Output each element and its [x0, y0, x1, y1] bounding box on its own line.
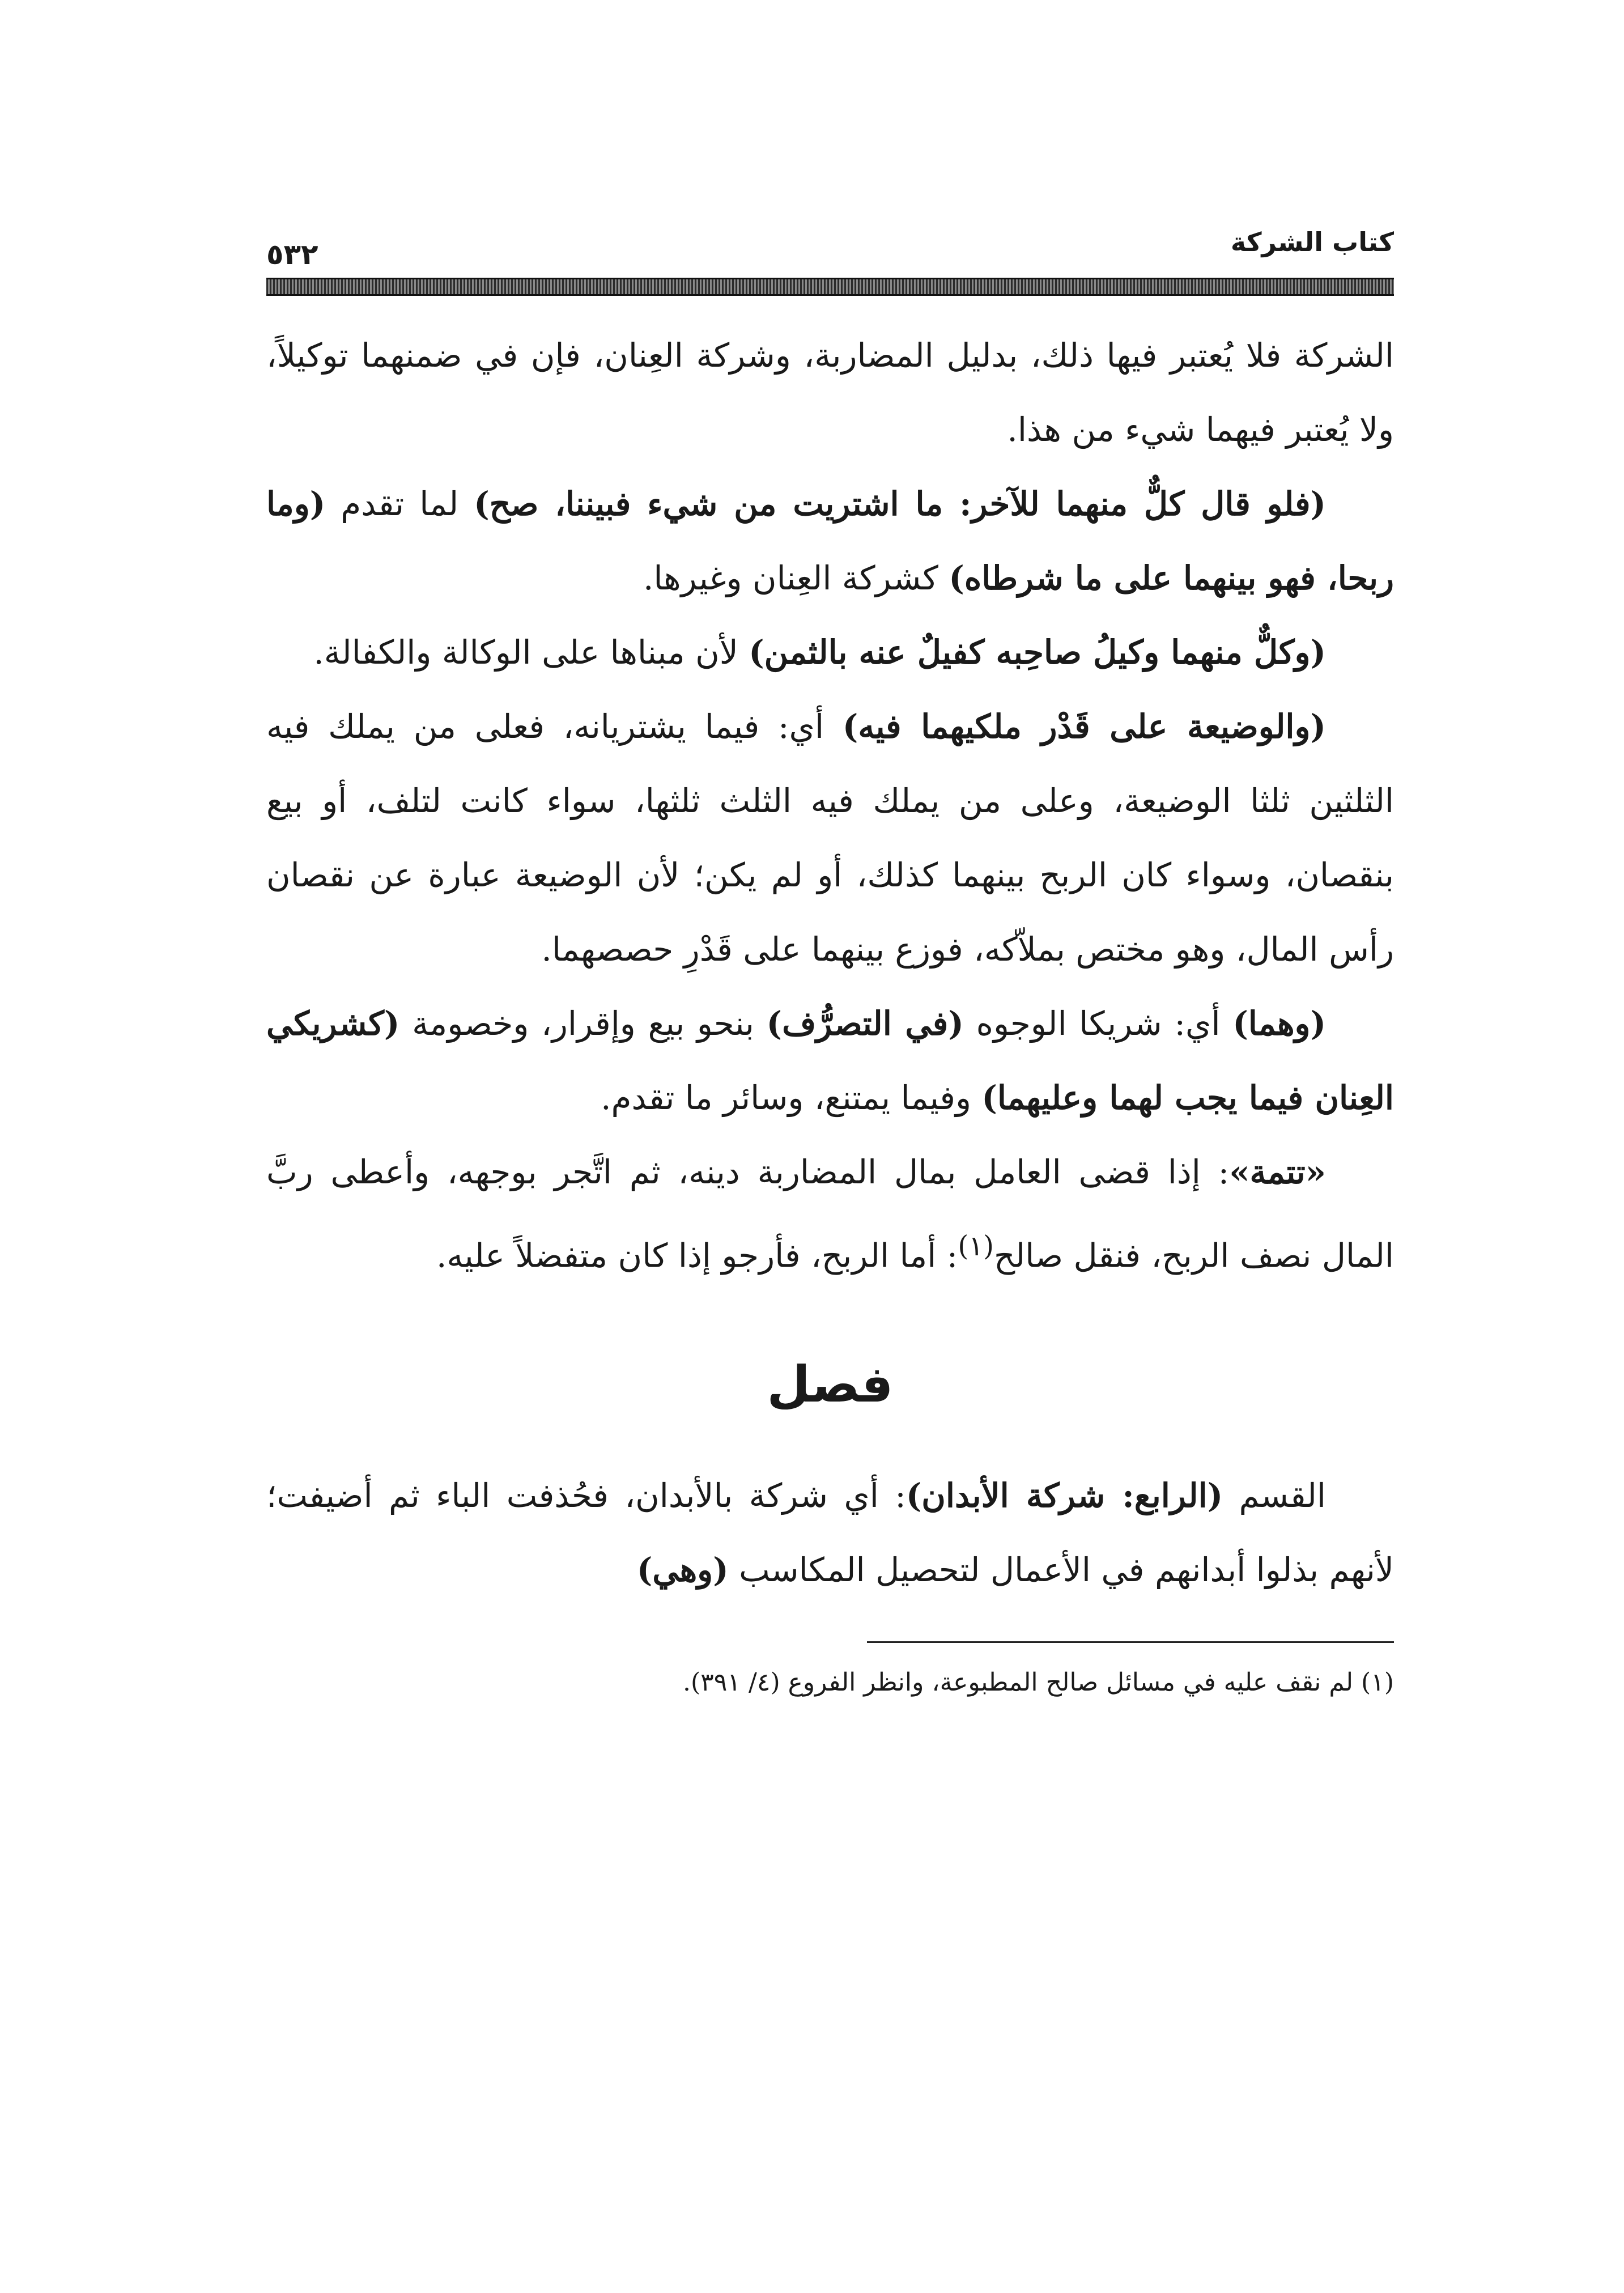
- book-title: كتاب الشركة: [1230, 227, 1394, 257]
- footnote-reference: (١): [958, 1230, 994, 1262]
- paragraph-5-text-3: وفيما يمتنع، وسائر ما تقدم.: [601, 1078, 982, 1117]
- paragraph-1-text: الشركة فلا يُعتبر فيها ذلك، بدليل المضاربة، وشركة العِنان، فإن في ضمنهما توكيلاً، ولا يُعتبر فيهما شيء من هذا.: [266, 336, 1394, 449]
- paragraph-5-text-1: أي: شريكا الوجوه: [963, 1004, 1233, 1043]
- paragraph-7-bold-2: (وهي): [636, 1551, 729, 1590]
- paragraph-6-text-2: : أما الربح، فأرجو إذا كان متفضلاً عليه.: [436, 1236, 958, 1275]
- paragraph-5-bold-1: (وهما): [1232, 1004, 1327, 1043]
- paragraph-2-text-1: لما تقدم: [325, 485, 474, 523]
- paragraph-2-bold-2: (وما ربحا، فهو بينهما على ما شرطاه): [266, 485, 1394, 597]
- main-text: [266, 319, 1394, 1607]
- paragraph-5: [266, 987, 1394, 1135]
- section-heading: فصل: [767, 1355, 894, 1414]
- paragraph-2-text-2: كشركة العِنان وغيرها.: [643, 559, 949, 597]
- page-number: ٥٣٢: [266, 238, 318, 271]
- paragraph-6-bold: «تتمة»: [1229, 1153, 1326, 1191]
- paragraph-3-bold: (وكلٌّ منهما وكيلُ صاحِبه كفيلٌ عنه بالثمن): [749, 633, 1326, 672]
- paragraph-6: [266, 1135, 1394, 1293]
- paragraph-6-text-1: : إذا قضى العامل بمال المضاربة دينه، ثم اتَّجر بوجهه، وأعطى ربَّ المال نصف الربح، فنقل صالح: [266, 1153, 1394, 1275]
- header-rule: [266, 278, 1394, 296]
- paragraph-5-bold-2: (في التصرُّف): [766, 1004, 964, 1043]
- paragraph-3-text: لأن مبناها على الوكالة والكفالة.: [313, 633, 749, 672]
- running-header: [266, 215, 1394, 278]
- paragraph-7-bold: (الرابع: شركة الأبدان): [905, 1476, 1223, 1515]
- paragraph-5-bold-3: (كشريكي العِنان فيما يجب لهما وعليهما): [266, 1004, 1394, 1117]
- paragraph-3: [266, 615, 1394, 690]
- paragraph-4: [266, 690, 1394, 987]
- book-page: [266, 215, 1394, 1705]
- paragraph-2: [266, 467, 1394, 615]
- footnote: (١) لم نقف عليه في مسائل صالح المطبوعة، وانظر الفروع (٤/ ٣٩١).: [682, 1668, 1394, 1697]
- paragraph-7-text-1: القسم: [1223, 1476, 1326, 1515]
- paragraph-7: [266, 1459, 1394, 1607]
- paragraph-4-bold: (والوضيعة على قَدْر ملكيهما فيه): [842, 707, 1327, 746]
- paragraph-2-bold-1: (فلو قال كلٌّ منهما للآخر: ما اشتريت من شيء فبيننا، صح): [474, 485, 1326, 523]
- paragraph-1: [266, 319, 1394, 467]
- paragraph-5-text-2: بنحو بيع وإقرار، وخصومة: [399, 1004, 767, 1043]
- footnote-rule: [867, 1641, 1394, 1643]
- paragraph-7-text-2: : أي شركة بالأبدان، فحُذفت الباء ثم أضيفت؛ لأنهم بذلوا أبدانهم في الأعمال لتحصيل المكاسب: [266, 1476, 1394, 1590]
- paragraph-4-text: أي: فيما يشتريانه، فعلى من يملك فيه الثلثين ثلثا الوضيعة، وعلى من يملك فيه الثلث ثلثها، سواء كانت لتلف، أو بيع بنقصان، وسواء كان الربح بينهما كذلك، أو لم يكن؛ لأن الوضيعة عبارة عن نقصان رأس المال، وهو مختص بملاّكه، فوزع بينهما على قَدْرِ حصصهما.: [266, 707, 1394, 969]
